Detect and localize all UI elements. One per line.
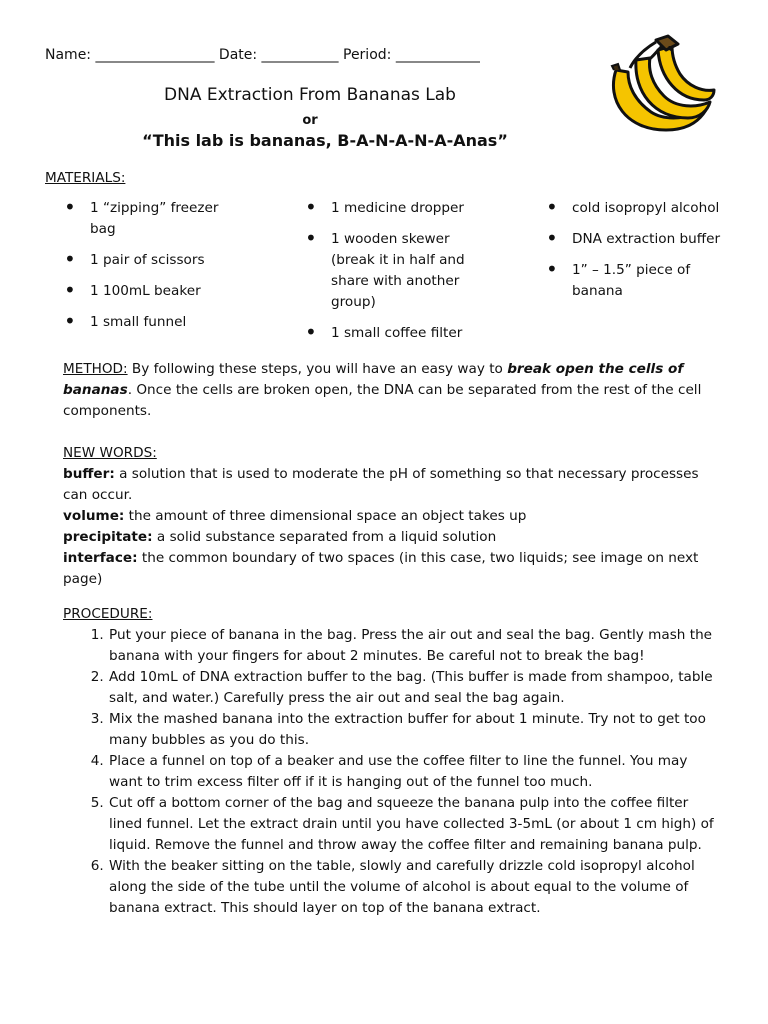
list-item: • 1 small funnel (64, 309, 187, 333)
list-item: • DNA extraction buffer (546, 226, 721, 250)
procedure-step: 6. With the beaker sitting on the table, slowly and carefully drizzle cold isopropyl alcohol along the side of the tube until the volume of alcohol is about equal to the volume of banana extract. This should layer on top of the banana extract. (108, 856, 723, 919)
list-item: • 1 pair of scissors (64, 247, 205, 271)
definition-volume: volume: the amount of three dimensional space an object takes up (63, 508, 527, 524)
materials-column-2 (305, 195, 483, 354)
list-item: • 1” – 1.5” piece of banana (546, 257, 691, 299)
name-date-period-line: Name: _________________ Date: ___________ Period: ____________ (45, 47, 480, 63)
definition-buffer: buffer: a solution that is used to moderate the pH of something so that necessary processes can occur. (63, 466, 699, 503)
procedure-step: 1. Put your piece of banana in the bag. Press the air out and seal the bag. Gently mash the banana with your fingers for about 2 minutes. Be careful not to break the bag! (108, 625, 723, 667)
procedure-list (63, 625, 723, 919)
page-title: DNA Extraction From Bananas Lab (164, 85, 456, 105)
procedure-step: 4. Place a funnel on top of a beaker and use the coffee filter to line the funnel. You may want to trim excess filter off if it is hanging out of the funnel too much. (108, 751, 723, 793)
procedure-step: 5. Cut off a bottom corner of the bag and squeeze the banana pulp into the coffee filter lined funnel. Let the extract drain until you have collected 3-5mL (or about 1 cm high) of liquid. Remove the funnel and throw away the coffee filter and remaining banana pulp. (108, 793, 723, 856)
list-item: • 1 “zipping” freezer bag (64, 195, 219, 237)
method-emphasis: break open the cells of bananas (63, 361, 684, 398)
materials-column-3 (546, 195, 736, 312)
materials-column-1 (64, 195, 244, 343)
page-subtitle: “This lab is bananas, B-A-N-A-N-A-Anas” (142, 131, 508, 150)
method-paragraph: METHOD: By following these steps, you will have an easy way to break open the cells of bananas. Once the cells are broken open, the DNA can be separated from the rest of the cell components. (63, 361, 702, 419)
materials-heading: MATERIALS: (45, 170, 126, 186)
procedure-step: 3. Mix the mashed banana into the extraction buffer for about 1 minute. Try not to get too many bubbles as you do this. (108, 709, 723, 751)
list-item: • 1 medicine dropper (305, 195, 464, 219)
definition-interface: interface: the common boundary of two spaces (in this case, two liquids; see image on next page) (63, 550, 699, 587)
list-item: • 1 wooden skewer (break it in half and share with another group) (305, 226, 465, 310)
new-words-heading: NEW WORDS: (63, 445, 157, 461)
list-item: • 1 100mL beaker (64, 278, 201, 302)
list-item: • 1 small coffee filter (305, 320, 463, 344)
method-heading: METHOD: (63, 361, 128, 377)
definition-precipitate: precipitate: a solid substance separated from a liquid solution (63, 529, 497, 545)
vocabulary-list (63, 464, 723, 590)
title-or: or (302, 113, 318, 128)
procedure-step: 2. Add 10mL of DNA extraction buffer to the bag. (This buffer is made from shampoo, table salt, and water.) Carefully press the air out and seal the bag again. (108, 667, 723, 709)
procedure-heading: PROCEDURE: (63, 606, 153, 622)
list-item: • cold isopropyl alcohol (546, 195, 720, 219)
